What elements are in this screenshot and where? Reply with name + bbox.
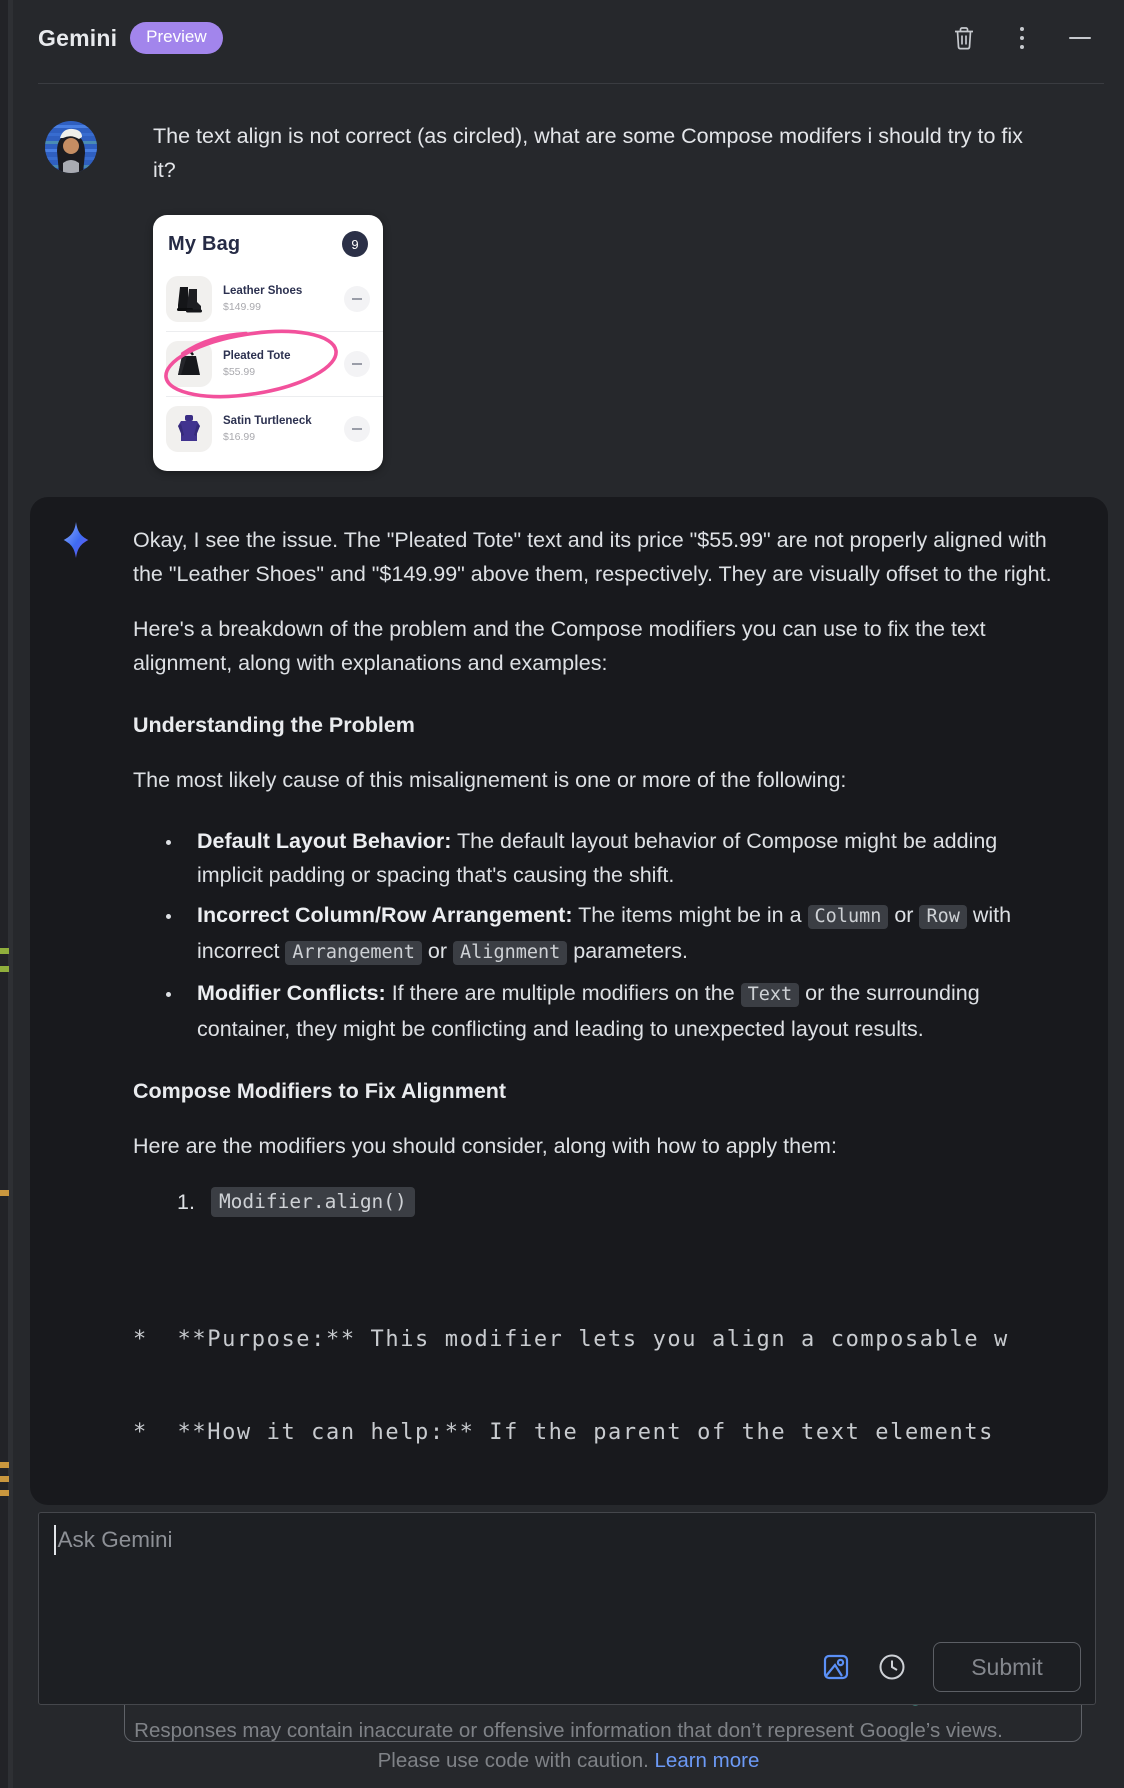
preview-badge: Preview [130, 22, 222, 54]
numbered-item: 1. Modifier.align() [177, 1187, 1068, 1217]
delete-conversation-icon[interactable] [950, 24, 978, 52]
ask-gemini-input[interactable] [38, 1512, 1096, 1705]
inline-code: Arrangement [285, 941, 422, 965]
response-heading: Compose Modifiers to Fix Alignment [133, 1079, 507, 1103]
inline-code: Alignment [453, 941, 567, 965]
gutter-mark [0, 966, 9, 972]
bullet-item: • Modifier Conflicts: If there are multiple modifiers on the Text or the surrounding container, they might be conflicting and leading to unexpected layout results. [183, 976, 1068, 1046]
inline-code: Modifier.align() [211, 1187, 415, 1217]
inline-code: Text [741, 983, 800, 1007]
more-menu-icon[interactable] [1008, 24, 1036, 52]
attach-image-icon[interactable] [821, 1652, 851, 1682]
minimize-icon[interactable] [1066, 24, 1094, 52]
product-name: Leather Shoes [223, 285, 303, 297]
text-caret [54, 1525, 56, 1555]
product-image-sweater [166, 406, 212, 452]
response-paragraph: Here are the modifiers you should consider, along with how to apply them: [133, 1134, 837, 1158]
response-paragraph: Okay, I see the issue. The "Pleated Tote" text and its price "$55.99" are not properly aligned with the "Leather Shoes" and "$149.99" above them, respectively. They are visually offset to the right. [133, 528, 1052, 586]
chat-area [13, 85, 1124, 1505]
panel-header [13, 0, 1124, 84]
input-placeholder: Ask Gemini [57, 1527, 173, 1552]
product-price: $55.99 [223, 366, 256, 378]
gutter-mark [0, 948, 9, 954]
inline-code: Column [808, 905, 889, 929]
user-message [13, 85, 1124, 471]
bag-item-satin-turtleneck [153, 397, 383, 461]
user-message-text: The text align is not correct (as circled), what are some Compose modifers i should try to fix it? [153, 124, 1023, 182]
product-price: $16.99 [223, 431, 256, 443]
product-name: Satin Turtleneck [223, 415, 312, 427]
gemini-response [30, 497, 1108, 1505]
remove-item-icon [344, 416, 370, 442]
inline-code: Row [919, 905, 966, 929]
bullet-item: • Incorrect Column/Row Arrangement: The items might be in a Column or Row with incorrect Arrangement or Alignment parameters. [183, 898, 1068, 970]
gutter-mark [0, 1490, 9, 1496]
response-paragraph: Here's a breakdown of the problem and the Compose modifiers you can use to fix the text alignment, along with explanations and examples: [133, 617, 986, 675]
product-price: $149.99 [223, 301, 261, 313]
product-image-boots [166, 276, 212, 322]
response-heading: Understanding the Problem [133, 713, 415, 737]
gutter-mark [0, 1476, 9, 1482]
gutter-mark [0, 1462, 9, 1468]
bag-title: My Bag [168, 232, 241, 255]
history-clock-icon[interactable] [877, 1652, 907, 1682]
disclaimer [13, 1716, 1124, 1776]
response-bullet-list [133, 824, 1068, 1046]
product-name: Pleated Tote [223, 350, 291, 362]
remove-item-icon [344, 351, 370, 377]
bag-item-pleated-tote [153, 332, 383, 396]
raw-markdown-block: * **Purpose:** This modifier lets you align a composable w * **How it can help:** If the parent of the text elements [133, 1327, 1009, 1445]
user-avatar [45, 121, 97, 173]
learn-more-link[interactable]: Learn more [654, 1749, 760, 1772]
bag-count-badge: 9 [342, 231, 368, 257]
response-paragraph: The most likely cause of this misalignement is one or more of the following: [133, 768, 847, 792]
disclaimer-line2: Please use code with caution. Learn more [377, 1749, 760, 1772]
gemini-sparkle-icon [57, 521, 95, 559]
submit-button[interactable]: Submit [933, 1642, 1081, 1692]
gutter-mark [0, 1190, 9, 1196]
attached-image-my-bag[interactable] [153, 215, 383, 471]
panel-title: Gemini [38, 24, 118, 51]
remove-item-icon [344, 286, 370, 312]
disclaimer-line1: Responses may contain inaccurate or offensive information that don’t represent Google’s views. [134, 1719, 1003, 1742]
bullet-item: • Default Layout Behavior: The default layout behavior of Compose might be adding implicit padding or spacing that's causing the shift. [183, 824, 1068, 892]
product-image-tote [166, 341, 212, 387]
bag-item-leather-shoes [153, 267, 383, 331]
editor-gutter-strip [0, 0, 13, 1788]
